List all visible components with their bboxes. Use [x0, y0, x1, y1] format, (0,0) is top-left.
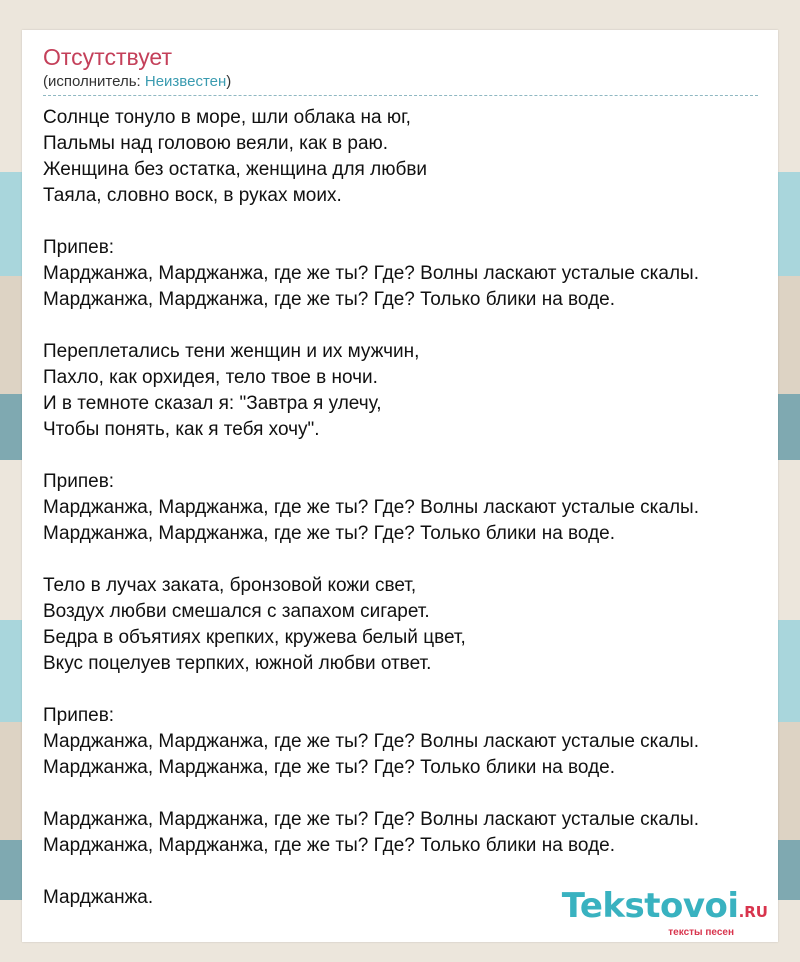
logo-tld: .RU [738, 903, 768, 921]
lyrics-line: Марджанжа, Марджанжа, где же ты? Где? Волны ласкают усталые скалы. [43, 809, 699, 830]
lyrics-line: Бедра в объятиях крепких, кружева белый цвет, [43, 627, 466, 648]
lyrics-line: Чтобы понять, как я тебя хочу". [43, 419, 320, 440]
lyrics-card [22, 30, 778, 942]
logo-name: Tekstovoi [561, 886, 739, 926]
lyrics-line: Женщина без остатка, женщина для любви [43, 159, 428, 180]
lyrics-line: Марджанжа, Марджанжа, где же ты? Где? Только блики на воде. [43, 289, 616, 310]
lyrics-stanza [43, 807, 778, 859]
lyrics-line: Тело в лучах заката, бронзовой кожи свет, [43, 575, 417, 596]
lyrics-line: Солнце тонуло в море, шли облака на юг, [43, 107, 411, 128]
lyrics-line: Переплетались тени женщин и их мужчин, [43, 341, 420, 362]
lyrics-line: Марджанжа. [43, 887, 154, 908]
lyrics-stanza [43, 339, 778, 443]
lyrics-line: Марджанжа, Марджанжа, где же ты? Где? Волны ласкают усталые скалы. [43, 731, 699, 752]
lyrics-text [43, 105, 778, 911]
lyrics-stanza [43, 703, 778, 781]
lyrics-line: Таяла, словно воск, в руках моих. [43, 185, 342, 206]
lyrics-line: Пальмы над головою веяли, как в раю. [43, 133, 389, 154]
logo-wordmark [562, 888, 768, 930]
lyrics-line: Припев: [43, 705, 115, 726]
lyrics-line: Пахло, как орхидея, тело твое в ночи. [43, 367, 378, 388]
lyrics-stanza [43, 573, 778, 677]
lyrics-line: Припев: [43, 237, 115, 258]
lyrics-stanza [43, 105, 778, 209]
artist-info [43, 72, 758, 96]
logo-tagline: тексты песен [668, 927, 734, 938]
song-title: Отсутствует [43, 44, 172, 70]
lyrics-line: Воздух любви смешался с запахом сигарет. [43, 601, 430, 622]
lyrics-line: Марджанжа, Марджанжа, где же ты? Где? Волны ласкают усталые скалы. [43, 263, 699, 284]
lyrics-stanza [43, 469, 778, 547]
artist-prefix: (исполнитель: [43, 73, 145, 90]
lyrics-line: Марджанжа, Марджанжа, где же ты? Где? Только блики на воде. [43, 523, 616, 544]
artist-suffix: ) [226, 73, 232, 90]
artist-link[interactable]: Неизвестен [144, 73, 227, 90]
lyrics-line: Марджанжа, Марджанжа, где же ты? Где? Волны ласкают усталые скалы. [43, 497, 699, 518]
lyrics-line: Марджанжа, Марджанжа, где же ты? Где? Только блики на воде. [43, 835, 616, 856]
lyrics-line: Припев: [43, 471, 115, 492]
site-logo[interactable] [562, 888, 768, 938]
lyrics-stanza [43, 235, 778, 313]
lyrics-line: Вкус поцелуев терпких, южной любви ответ. [43, 653, 432, 674]
lyrics-line: И в темноте сказал я: "Завтра я улечу, [43, 393, 382, 414]
lyrics-line: Марджанжа, Марджанжа, где же ты? Где? Только блики на воде. [43, 757, 616, 778]
